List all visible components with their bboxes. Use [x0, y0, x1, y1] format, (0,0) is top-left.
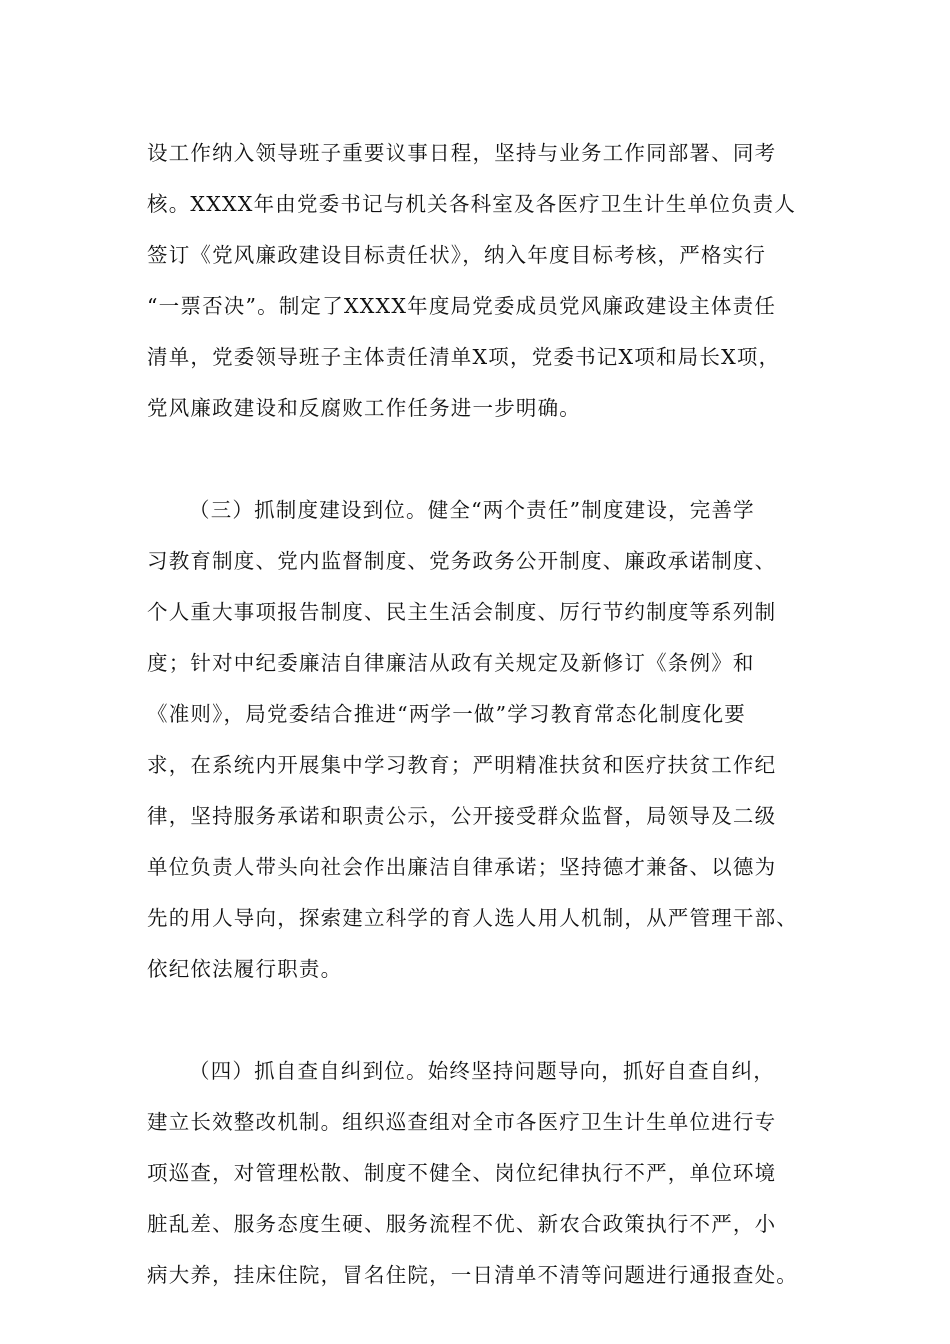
text-line: 习教育制度、党内监督制度、党务政务公开制度、廉政承诺制度、 — [147, 549, 777, 573]
text-line: 先的用人导向，探索建立科学的育人选人用人机制，从严管理干部、 — [147, 906, 798, 930]
text-line: 度；针对中纪委廉洁自律廉洁从政有关规定及新修订《条例》和 — [147, 651, 755, 675]
text-line: 依纪依法履行职责。 — [147, 957, 343, 981]
paragraph-3 — [147, 485, 812, 995]
text-line: 个人重大事项报告制度、民主生活会制度、厉行节约制度等系列制 — [147, 600, 777, 624]
text-line: （四）抓自查自纠到位。始终坚持问题导向，抓好自查自纠， — [189, 1059, 775, 1083]
text-line: 清单，党委领导班子主体责任清单X项，党委书记X项和局长X项， — [147, 345, 781, 369]
text-line: “一票否决”。制定了XXXX年度局党委成员党风廉政建设主体责任 — [147, 294, 777, 318]
text-line: 项巡查，对管理松散、制度不健全、岗位纪律执行不严，单位环境 — [147, 1161, 777, 1185]
text-line: 《准则》，局党委结合推进“两学一做”学习教育常态化制度化要 — [147, 702, 747, 726]
text-line: 建立长效整改机制。组织巡查组对全市各医疗卫生计生单位进行专 — [147, 1110, 777, 1134]
text-line: 脏乱差、服务态度生硬、服务流程不优、新农合政策执行不严，小 — [147, 1212, 777, 1236]
text-line: 党风廉政建设和反腐败工作任务进一步明确。 — [147, 396, 581, 420]
text-line: 签订《党风廉政建设目标责任状》，纳入年度目标考核，严格实行 — [147, 243, 767, 267]
text-line: 病大养，挂床住院，冒名住院，一日清单不清等问题进行通报查处。 — [147, 1263, 798, 1287]
paragraph-4 — [147, 1046, 812, 1301]
text-line: 核。XXXX年由党委书记与机关各科室及各医疗卫生计生单位负责人 — [147, 192, 797, 216]
paragraph-continued — [147, 128, 812, 434]
paragraph-spacer — [147, 434, 812, 485]
text-line: 律，坚持服务承诺和职责公示，公开接受群众监督，局领导及二级 — [147, 804, 777, 828]
text-line: 单位负责人带头向社会作出廉洁自律承诺；坚持德才兼备、以德为 — [147, 855, 777, 879]
document-body — [147, 128, 812, 1301]
text-line: （三）抓制度建设到位。健全“两个责任”制度建设，完善学 — [189, 498, 755, 522]
text-line: 求，在系统内开展集中学习教育；严明精准扶贫和医疗扶贫工作纪 — [147, 753, 777, 777]
paragraph-spacer — [147, 995, 812, 1046]
text-line: 设工作纳入领导班子重要议事日程，坚持与业务工作同部署、同考 — [147, 141, 777, 165]
